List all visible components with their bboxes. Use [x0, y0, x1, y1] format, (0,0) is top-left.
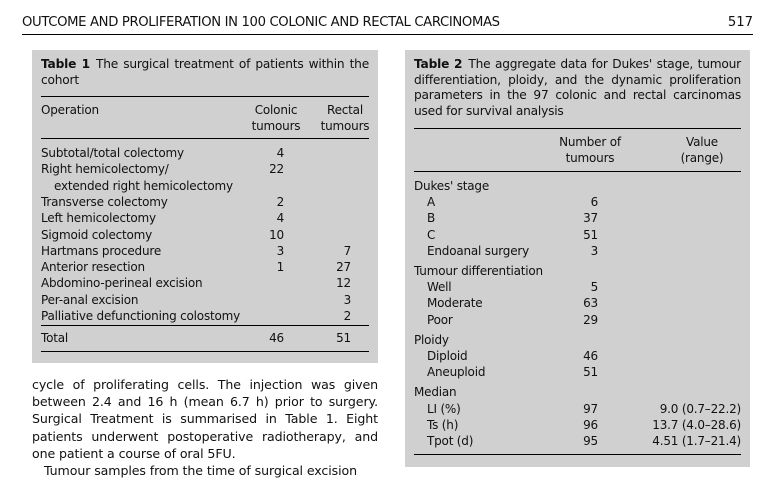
table-2-row-label: C [427, 227, 436, 242]
table-2-row-label: Ts (h) [427, 417, 459, 432]
table-1-total-rectal: 51 [336, 331, 351, 345]
table-1 [32, 50, 378, 363]
table-2-row-label: Endoanal surgery [427, 243, 530, 258]
body-paragraph-1: cycle of proliferating cells. The injection was given between 2.4 and 16 h (mean 6.7 h) prior to surgery. Surgical Treatment is summarised in Table 1. Eight patients underwent postoperative radiotherapy, and one patient a course of oral 5FU. [32, 377, 378, 461]
table-1-top-rule [41, 96, 369, 97]
table-1-label: Table 1 [41, 57, 90, 71]
table-1-row-operation: Palliative defunctioning colostomy [41, 309, 241, 323]
table-2-row-label: Aneuploid [427, 365, 486, 380]
table-1-row-operation: Transverse colectomy [41, 194, 168, 209]
table-1-row-colonic: 4 [276, 211, 284, 226]
table-2-row-number: 96 [583, 417, 598, 432]
table-2-row-label: Poor [427, 312, 453, 327]
table-2-header-number-2: tumours [565, 151, 615, 165]
table-2-row-number: 95 [583, 434, 598, 448]
table-1-header-colonic-2: tumours [251, 119, 301, 133]
table-1-row-operation: Per-anal excision [41, 292, 139, 307]
table-1-row-colonic: 4 [276, 146, 284, 160]
table-2-caption-text: The aggregate data for Dukes' stage, tumour differentiation, ploidy, and the dynamic proliferation parameters in the 97 colonic and rectal carcinomas used for survival analysis [414, 57, 741, 118]
table-1-header-rectal-1: Rectal [327, 103, 363, 117]
table-1-header-operation: Operation [41, 103, 99, 117]
table-1-caption [41, 57, 369, 88]
table-2-header-rule [414, 171, 741, 172]
table-2-row-number: 3 [590, 243, 598, 258]
table-2-row-number: 51 [583, 227, 598, 242]
table-2-row-number: 37 [583, 211, 598, 226]
table-1-header-rectal-2: tumours [320, 119, 370, 133]
table-1-row-rectal: 27 [336, 260, 351, 275]
table-1-header-colonic-1: Colonic [254, 103, 298, 117]
table-1-row-rectal: 12 [336, 276, 351, 291]
table-1-total-colonic: 46 [269, 331, 284, 345]
table-2-header-number-1: Number of [559, 135, 621, 149]
table-1-row-colonic: 1 [276, 260, 284, 275]
table-1-row-rectal: 3 [343, 292, 351, 307]
table-2-group-label: Tumour differentiation [414, 264, 543, 278]
table-1-row-operation: Subtotal/total colectomy [41, 146, 184, 160]
table-1-row-rectal: 2 [343, 309, 351, 323]
table-2-header-value-1: Value [686, 135, 718, 149]
table-2-group-label: Dukes' stage [414, 179, 490, 193]
table-2-row-value: 4.51 (1.7–21.4) [652, 434, 741, 448]
table-2-row-label: Moderate [427, 296, 483, 311]
table-1-total-label: Total [41, 331, 69, 345]
table-2-row-label: Well [427, 280, 452, 295]
table-2-group-label: Ploidy [414, 332, 449, 347]
table-1-row-operation: Sigmoid colectomy [41, 227, 153, 242]
table-1-row-operation: extended right hemicolectomy [54, 178, 233, 193]
table-1-row-colonic: 22 [269, 162, 284, 177]
table-2-row-value: 13.7 (4.0–28.6) [652, 417, 741, 432]
table-2-row-value: 9.0 (0.7–22.2) [659, 401, 741, 416]
table-2-row-number: 97 [583, 401, 598, 416]
running-header [22, 14, 753, 35]
table-1-row-colonic: 3 [276, 243, 284, 258]
body-paragraph-2: Tumour samples from the time of surgical excision [44, 463, 357, 479]
table-2-row-number: 6 [590, 195, 598, 210]
table-1-row-operation: Hartmans procedure [41, 243, 162, 258]
table-2-caption [414, 57, 741, 119]
table-2-row-number: 46 [583, 349, 598, 363]
table-1-row-operation: Left hemicolectomy [41, 211, 156, 226]
table-2-label: Table 2 [414, 57, 463, 71]
page-number: 517 [727, 15, 753, 30]
table-2-row-label: B [427, 211, 436, 226]
table-1-row-operation: Anterior resection [41, 260, 145, 275]
table-2-top-rule [414, 128, 741, 129]
table-1-row-operation: Abdomino-perineal excision [41, 276, 203, 291]
table-2-row-number: 63 [583, 296, 598, 311]
table-2-row-label: A [427, 195, 436, 210]
table-2-bottom-rule [414, 454, 741, 455]
table-2-row-label: LI (%) [427, 401, 461, 416]
table-1-row-operation: Right hemicolectomy/ [41, 162, 169, 177]
table-1-row-rectal: 7 [343, 243, 351, 258]
running-header-title: OUTCOME AND PROLIFERATION IN 100 COLONIC AND RECTAL CARCINOMAS [22, 15, 500, 30]
table-2-row-label: Tpot (d) [427, 434, 474, 448]
table-2-row-label: Diploid [427, 349, 468, 363]
table-2-row-number: 5 [590, 280, 598, 295]
table-1-row-colonic: 2 [276, 194, 284, 209]
table-2-group-label: Median [414, 385, 457, 400]
table-1-row-colonic: 10 [269, 227, 284, 242]
table-2-row-number: 29 [583, 312, 598, 327]
table-1-header-rule [41, 138, 369, 139]
table-2-row-number: 51 [583, 365, 598, 380]
body-text [32, 376, 378, 479]
table-1-caption-text: The surgical treatment of patients within the cohort [41, 57, 369, 87]
table-1-bottom-rule [41, 351, 369, 352]
table-2-header-value-2: (range) [680, 151, 724, 165]
table-1-total-rule [41, 325, 369, 326]
table-2 [405, 50, 750, 467]
